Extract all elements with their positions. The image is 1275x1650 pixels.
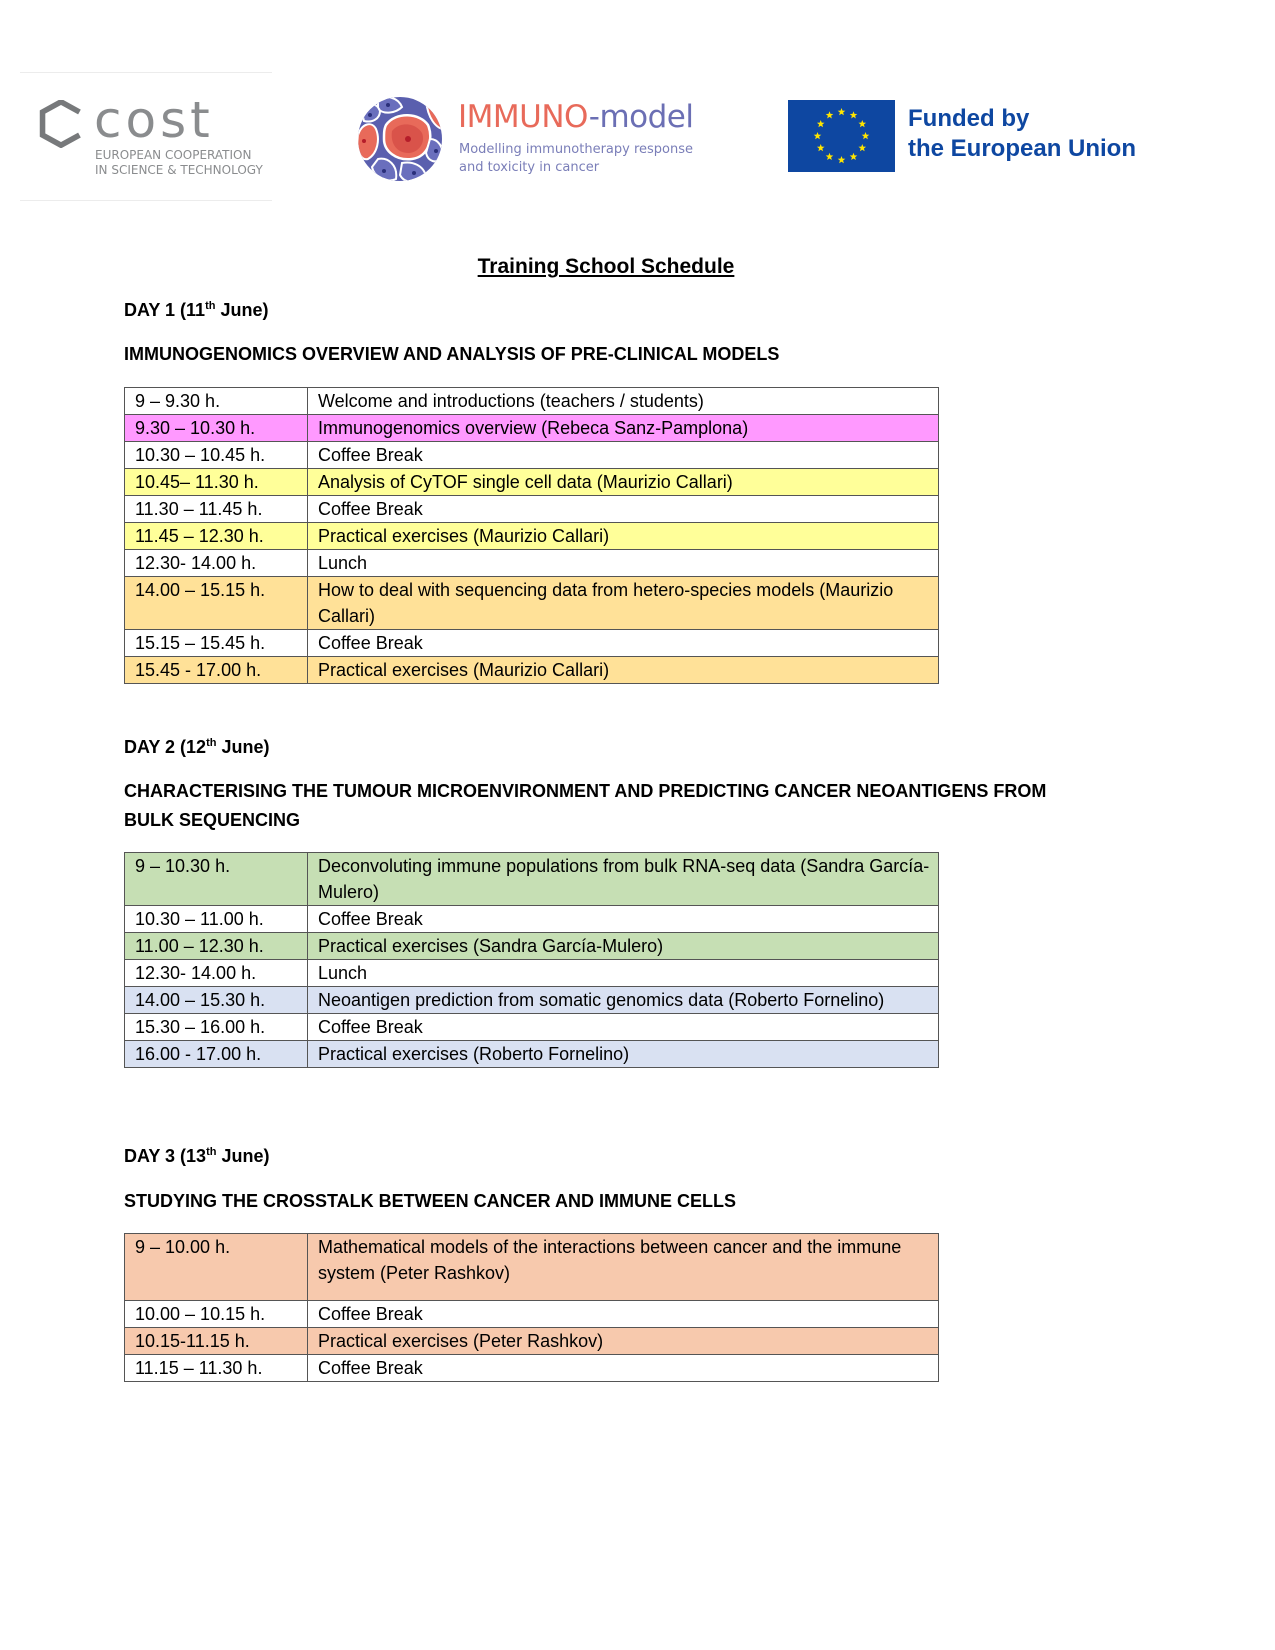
time-cell <box>125 1301 308 1328</box>
activity-text: Coffee Break <box>318 633 423 653</box>
time-text: 11.00 – 12.30 h. <box>135 936 264 956</box>
schedule-row <box>125 1301 939 1328</box>
time-cell <box>125 496 308 523</box>
schedule-row <box>125 1355 939 1382</box>
schedule-row <box>125 1041 939 1068</box>
day-heading-prefix: DAY 3 (13 <box>124 1146 207 1166</box>
day-1-section-title: IMMUNOGENOMICS OVERVIEW AND ANALYSIS OF PRE-CLINICAL MODELS <box>124 344 780 364</box>
star-icon <box>826 111 834 118</box>
schedule-row <box>125 657 939 684</box>
activity-cell <box>308 960 939 987</box>
star-icon <box>862 132 870 139</box>
time-text: 10.30 – 10.45 h. <box>135 445 266 465</box>
schedule-row <box>125 388 939 415</box>
time-text: 10.00 – 10.15 h. <box>135 1304 266 1324</box>
activity-cell <box>308 523 939 550</box>
activity-cell <box>308 496 939 523</box>
schedule-row <box>125 960 939 987</box>
activity-text: Coffee Break <box>318 499 423 519</box>
activity-text: Practical exercises (Maurizio Callari) <box>318 526 610 546</box>
page-title: Training School Schedule <box>477 255 735 278</box>
schedule-row <box>125 1234 939 1301</box>
schedule-row <box>125 469 939 496</box>
schedule-row <box>125 853 939 906</box>
immuno-name-part2: -model <box>588 99 694 135</box>
activity-text: Coffee Break <box>318 1017 423 1037</box>
day-1-heading <box>124 298 268 322</box>
time-text: 15.30 – 16.00 h. <box>135 1017 266 1037</box>
day-1-schedule-table <box>124 387 939 684</box>
schedule-row <box>125 906 939 933</box>
star-icon <box>817 120 825 127</box>
schedule-row <box>125 987 939 1014</box>
immuno-subtitle-line1: Modelling immunotherapy response <box>459 142 694 157</box>
schedule-row <box>125 523 939 550</box>
time-text: 11.45 – 12.30 h. <box>135 526 264 546</box>
time-cell <box>125 960 308 987</box>
time-text: 10.15-11.15 h. <box>135 1331 250 1351</box>
activity-text: Neoantigen prediction from somatic genomics data (Roberto Fornelino) <box>318 990 885 1010</box>
activity-cell <box>308 1234 939 1301</box>
time-text: 16.00 - 17.00 h. <box>135 1044 262 1064</box>
hexagon-icon <box>38 100 84 148</box>
immuno-model-name <box>458 99 694 135</box>
activity-text: Practical exercises (Peter Rashkov) <box>318 1331 604 1351</box>
time-cell <box>125 1041 308 1068</box>
activity-text: Practical exercises (Sandra García-Mulero) <box>318 936 664 956</box>
day-3-heading <box>124 1144 269 1168</box>
activity-cell <box>308 577 939 630</box>
day-heading-prefix: DAY 2 (12 <box>124 737 207 757</box>
activity-cell <box>308 906 939 933</box>
activity-cell <box>308 550 939 577</box>
immuno-subtitle-line2: and toxicity in cancer <box>459 160 600 175</box>
time-cell <box>125 853 308 906</box>
time-cell <box>125 388 308 415</box>
time-cell <box>125 523 308 550</box>
time-cell <box>125 469 308 496</box>
star-icon <box>826 153 834 160</box>
eu-text-line1: Funded by <box>908 105 1030 132</box>
cell-sphere-icon <box>356 95 444 183</box>
activity-cell <box>308 415 939 442</box>
activity-cell <box>308 933 939 960</box>
logo-divider <box>20 200 272 201</box>
schedule-row <box>125 496 939 523</box>
activity-cell <box>308 442 939 469</box>
activity-cell <box>308 1301 939 1328</box>
eu-text-line2: the European Union <box>908 135 1136 162</box>
time-text: 15.45 - 17.00 h. <box>135 660 262 680</box>
activity-text: Practical exercises (Roberto Fornelino) <box>318 1044 630 1064</box>
activity-text: Coffee Break <box>318 1358 423 1378</box>
logo-divider <box>20 72 272 73</box>
activity-text: Practical exercises (Maurizio Callari) <box>318 660 610 680</box>
time-cell <box>125 1014 308 1041</box>
activity-cell <box>308 388 939 415</box>
activity-text: Analysis of CyTOF single cell data (Maurizio Callari) <box>318 472 733 492</box>
star-icon <box>838 156 846 163</box>
time-cell <box>125 1234 308 1301</box>
star-icon <box>850 111 858 118</box>
activity-text: Mathematical models of the interactions between cancer and the immune system (Peter Rashkov) <box>318 1237 902 1283</box>
activity-text: Deconvoluting immune populations from bulk RNA-seq data (Sandra García-Mulero) <box>318 856 930 902</box>
time-cell <box>125 1355 308 1382</box>
schedule-row <box>125 1014 939 1041</box>
schedule-row <box>125 550 939 577</box>
activity-cell <box>308 987 939 1014</box>
day-heading-sup: th <box>205 300 216 312</box>
activity-text: Welcome and introductions (teachers / students) <box>318 391 704 411</box>
star-icon <box>858 144 866 151</box>
time-cell <box>125 442 308 469</box>
activity-cell <box>308 1355 939 1382</box>
time-cell <box>125 906 308 933</box>
schedule-row <box>125 577 939 630</box>
activity-text: How to deal with sequencing data from hetero-species models (Maurizio Callari) <box>318 580 894 626</box>
star-icon <box>858 120 866 127</box>
day-heading-suffix: June) <box>216 1146 270 1166</box>
time-text: 9.30 – 10.30 h. <box>135 418 256 438</box>
time-text: 12.30- 14.00 h. <box>135 553 257 573</box>
day-2-schedule-table <box>124 852 939 1068</box>
activity-text: Immunogenomics overview (Rebeca Sanz-Pamplona) <box>318 418 749 438</box>
activity-text: Coffee Break <box>318 909 423 929</box>
activity-cell <box>308 1041 939 1068</box>
eu-funding-logo <box>788 100 1168 174</box>
time-text: 11.30 – 11.45 h. <box>135 499 263 519</box>
day-2-heading <box>124 735 269 759</box>
day-3-schedule-table <box>124 1233 939 1382</box>
day-2-section-title: CHARACTERISING THE TUMOUR MICROENVIRONMENT AND PREDICTING CANCER NEOANTIGENS FROM BULK SEQUENCING <box>124 781 1047 830</box>
time-cell <box>125 630 308 657</box>
day-heading-sup: th <box>206 1146 217 1158</box>
star-icon <box>814 132 822 139</box>
time-cell <box>125 550 308 577</box>
schedule-row <box>125 630 939 657</box>
cost-tagline-line1: EUROPEAN COOPERATION <box>95 148 252 162</box>
eu-stars-icon <box>788 100 895 172</box>
time-cell <box>125 657 308 684</box>
time-text: 9 – 10.00 h. <box>135 1237 231 1257</box>
time-text: 14.00 – 15.30 h. <box>135 990 266 1010</box>
cost-logo <box>20 72 272 202</box>
time-text: 9 – 9.30 h. <box>135 391 221 411</box>
immuno-model-subtitle <box>459 141 693 177</box>
activity-cell <box>308 657 939 684</box>
time-cell <box>125 987 308 1014</box>
schedule-row <box>125 933 939 960</box>
eu-funding-text <box>908 104 1136 164</box>
time-text: 9 – 10.30 h. <box>135 856 231 876</box>
time-text: 14.00 – 15.15 h. <box>135 580 266 600</box>
star-icon <box>838 108 846 115</box>
activity-cell <box>308 630 939 657</box>
activity-text: Coffee Break <box>318 445 423 465</box>
time-text: 15.15 – 15.45 h. <box>135 633 266 653</box>
immuno-name-part1: IMMUNO <box>458 99 589 135</box>
time-text: 12.30- 14.00 h. <box>135 963 257 983</box>
time-text: 10.30 – 11.00 h. <box>135 909 264 929</box>
day-heading-prefix: DAY 1 (11 <box>124 300 206 320</box>
day-heading-suffix: June) <box>215 300 269 320</box>
star-icon <box>817 144 825 151</box>
time-cell <box>125 577 308 630</box>
activity-text: Coffee Break <box>318 1304 423 1324</box>
activity-text: Lunch <box>318 963 368 983</box>
schedule-row <box>125 442 939 469</box>
activity-cell <box>308 1014 939 1041</box>
time-text: 11.15 – 11.30 h. <box>135 1358 263 1378</box>
time-cell <box>125 933 308 960</box>
activity-cell <box>308 469 939 496</box>
time-cell <box>125 1328 308 1355</box>
activity-text: Lunch <box>318 553 368 573</box>
day-3-section-title: STUDYING THE CROSSTALK BETWEEN CANCER AND IMMUNE CELLS <box>124 1191 736 1211</box>
time-cell <box>125 415 308 442</box>
activity-cell <box>308 1328 939 1355</box>
star-icon <box>850 153 858 160</box>
day-heading-suffix: June) <box>216 737 270 757</box>
cost-wordmark: cost <box>94 98 214 142</box>
eu-flag-icon <box>788 100 895 172</box>
immuno-model-logo <box>356 95 736 185</box>
activity-cell <box>308 853 939 906</box>
cost-tagline <box>95 148 263 178</box>
cost-tagline-line2: IN SCIENCE & TECHNOLOGY <box>95 163 263 177</box>
day-heading-sup: th <box>206 737 217 749</box>
time-text: 10.45– 11.30 h. <box>135 472 259 492</box>
schedule-row <box>125 1328 939 1355</box>
schedule-row <box>125 415 939 442</box>
